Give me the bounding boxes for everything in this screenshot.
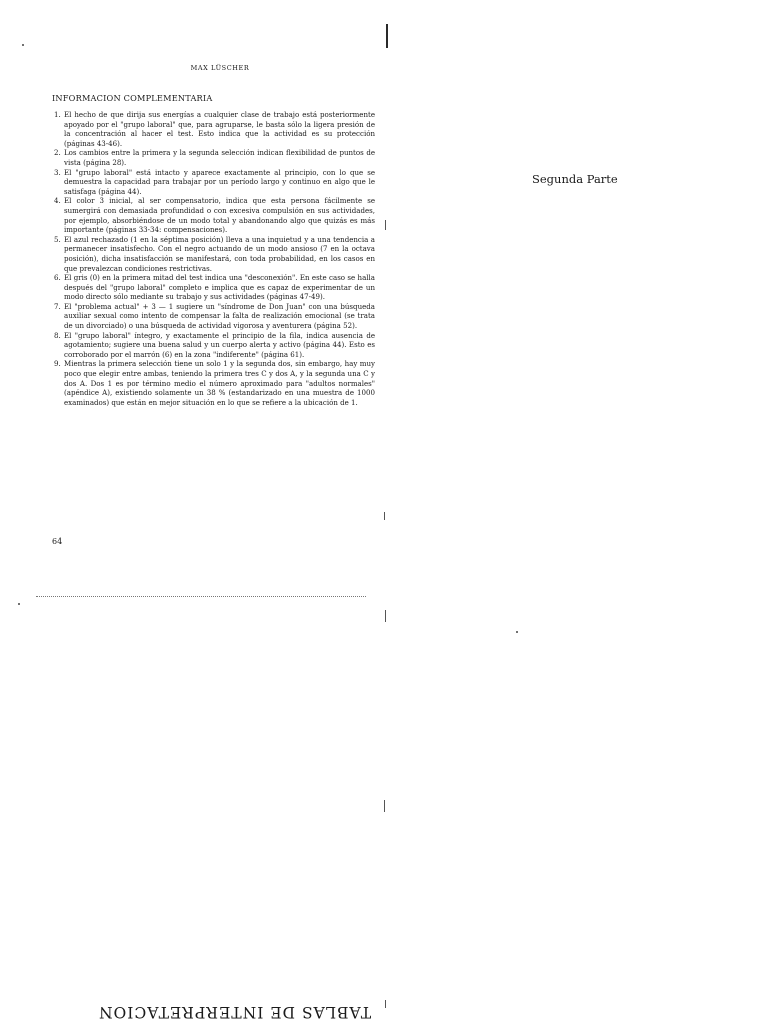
- gutter-mark: [385, 610, 386, 622]
- scan-speck: [516, 631, 518, 633]
- list-item: 2. Los cambios entre la primera y la segunda selección indican flexibilidad de puntos de vista (página 28).: [63, 148, 375, 167]
- list-item: 9. Mientras la primera selección tiene un solo 1 y la segunda dos, sin embargo, hay muy poco que elegir entre ambas, teniendo la primera tres C y dos A, y la segunda una C y dos A. Dos 1 es por término medio el número aproximado para "adultos normales" (apéndice A), existiendo solamente un 38 % (estandarizado en una muestra de 1000 examinados) que están en mejor situación en lo que se refiere a la ubicación de 1.: [63, 359, 375, 407]
- list-item: 5. El azul rechazado (1 en la séptima posición) lleva a una inquietud y a una tendencia a permanecer insatisfecho. Con el negro actuando de un modo ansioso (7 en la octava posición), dicha insatisfacción se manifestará, con toda probabilidad, en los casos en que prevalezcan condiciones restrictivas.: [63, 235, 375, 273]
- list-item: 4. El color 3 inicial, al ser compensatorio, indica que esta persona fácilmente se sumergirá con demasiada profundidad o con excesiva compulsión en sus actividades, por ejemplo, absorbiéndose de un modo total y abandonando algo que quizás es más importante (páginas 33-34: compensaciones).: [63, 196, 375, 234]
- list-item: 1. El hecho de que dirija sus energías a cualquier clase de trabajo está posteriormente apoyado por el "grupo laboral" que, para agruparse, le basta sólo la ligera presión de la concentración al hacer el test. Esto indica que la actividad es su protección (páginas 43-46).: [63, 110, 375, 148]
- gutter-mark: [385, 1000, 386, 1008]
- upside-down-title: TABLAS DE INTERPRETACION: [98, 1003, 372, 1021]
- gutter-mark: [384, 512, 385, 520]
- gutter-mark: [385, 220, 386, 230]
- page-number: 64: [52, 537, 63, 546]
- scan-speck: [22, 44, 24, 46]
- section-title: INFORMACION COMPLEMENTARIA: [52, 93, 213, 103]
- list-item: 8. El "grupo laboral" íntegro, y exactamente el principio de la fila, indica ausencia de agotamiento; sugiere una buena salud y un cuerpo alerta y activo (página 44). Esto es corroborado por el marrón (6) en la zona "indiferente" (página 61).: [63, 331, 375, 360]
- running-head: MAX LÜSCHER: [190, 64, 250, 72]
- scan-dotted-rule: [36, 596, 366, 597]
- list-item: 6. El gris (0) en la primera mitad del test indica una "desconexión". En este caso se halla después del "grupo laboral" completo e implica que es capaz de experimentar de un modo directo sólo mediante su trabajo y sus actividades (páginas 47-49).: [63, 273, 375, 302]
- part-title: Segunda Parte: [532, 172, 618, 186]
- gutter-mark: [384, 800, 385, 812]
- list-item: 3. El "grupo laboral" está intacto y aparece exactamente al principio, con lo que se demuestra la capacidad para trabajar por un período largo y continuo en algo que le satisfaga (página 44).: [63, 168, 375, 197]
- list-item: 7. El "problema actual" + 3 — 1 sugiere un "síndrome de Don Juan" con una búsqueda auxiliar sexual como intento de compensar la falta de realización emocional (se trata de un divorciado) o una búsqueda de actividad vigorosa y aventurera (página 52).: [63, 302, 375, 331]
- scan-speck: [18, 603, 20, 605]
- page-fold-mark: [386, 24, 388, 48]
- numbered-list: [52, 110, 375, 407]
